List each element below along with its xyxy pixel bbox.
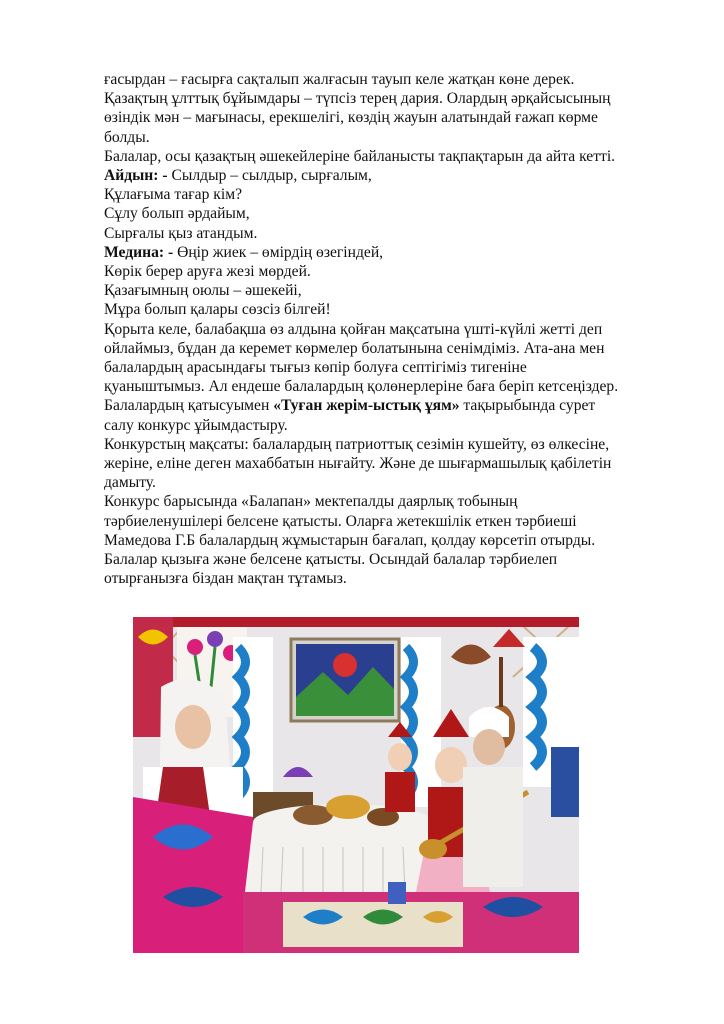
speaker-dash: -	[158, 167, 172, 185]
exhibition-photo	[133, 617, 579, 953]
text-segment: Балалардың қатысуымен	[104, 397, 274, 415]
text-line: Балалар қызыға және белсене қатысты. Осындай балалар тәрбиелеп	[104, 551, 558, 569]
text-line: Қазақтың ұлттық бұйымдары – түпсіз терең дария. Олардың әрқайсысының	[104, 90, 611, 108]
speaker-name: Медина	[104, 243, 159, 261]
text-line: Конкурстың мақсаты: балалардың патриоттық сезімін кушейту, өз өлкесіне,	[104, 435, 610, 453]
poem-line: Көрік берер аруға жезі мөрдей.	[104, 263, 311, 281]
speaker-name: Айдын:	[104, 167, 159, 185]
poem-line: Сырғалы қыз атандым.	[104, 224, 258, 242]
speaker-dash: : -	[158, 243, 178, 261]
text-line: Мамедова Г.Б балалардың жұмыстарын бағалап, қолдау көрсетіп отырды.	[104, 531, 596, 549]
contest-title: «Туған жерім-ыстық ұям»	[273, 397, 460, 415]
text-line	[104, 396, 664, 415]
text-line: отырғанызға біздан мақтан тұтамыз.	[104, 570, 347, 588]
text-segment: тақырыбында сурет	[459, 397, 596, 415]
text-line: тәрбиеленушілері белсене қатысты. Оларға жетекшілік еткен тәрбиеші	[104, 512, 577, 530]
poem-text: Сылдыр – сылдыр, сырғалым,	[171, 167, 372, 185]
text-line: қуаныштымыз. Ал ендеше балалардың қолөнерлеріне баға беріп кетсеңіздер.	[104, 378, 619, 396]
document-text	[104, 70, 664, 588]
text-line: салу конкурс ұйымдастыру.	[104, 416, 288, 434]
text-line: ғасырдан – ғасырға сақталып жалғасын тауып келе жатқан көне дерек.	[104, 71, 575, 88]
poem-line: Құлағыма тағар кім?	[104, 186, 242, 204]
text-line: Қорыта келе, балабақша өз алдына қойған мақсатына үшті-күйлі жетті деп	[104, 320, 603, 338]
text-line: болды.	[104, 128, 150, 146]
poem-text: Өңір жиек – өмірдің өзегіндей,	[177, 243, 384, 261]
poem-line	[104, 243, 664, 262]
text-line: жеріне, еліне деген махаббатын нығайту. Және де шығармашылық қабілетін	[104, 455, 612, 473]
text-line: өзіндік мән – мағынасы, ерекшелігі, көздің жауын алатындай ғажап көрме	[104, 109, 598, 127]
text-line: ойлаймыз, бұдан да керемет көрмелер болатынына сенімдіміз. Ата-ана мен	[104, 339, 605, 357]
poem-line: Қазағымның оюлы – әшекейі,	[104, 282, 302, 300]
poem-line: Сұлу болып әрдайым,	[104, 205, 250, 223]
poem-line	[104, 166, 664, 185]
text-line: дамыту.	[104, 474, 156, 492]
poem-line: Мұра болып қалары сөзсіз білгей!	[104, 301, 331, 319]
text-line: балалардың арасындағы тығыз көпір болуға септігіміз тигеніне	[104, 359, 527, 377]
text-line: Балалар, осы қазақтың әшекейлеріне байланысты тақпақтарын да айта кетті.	[104, 147, 616, 165]
text-line: Конкурс барысында «Балапан» мектепалды даярлық тобының	[104, 493, 518, 511]
